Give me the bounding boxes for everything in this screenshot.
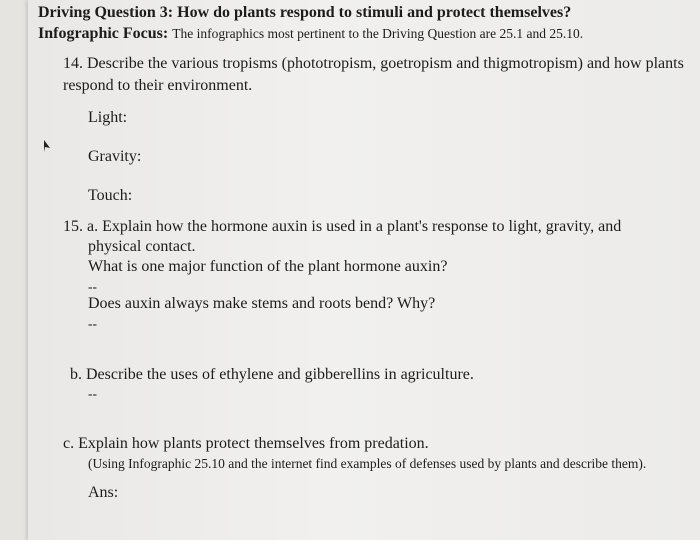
infographic-focus-text: The infographics most pertinent to the Driving Question are 25.1 and 25.10. xyxy=(172,26,584,41)
question-15a-line1: 15. a. Explain how the hormone auxin is used in a plant's response to light, gravity, and xyxy=(63,218,622,235)
question-15c: c. Explain how plants protect themselves from predation. xyxy=(63,435,429,452)
question-15b: b. Describe the uses of ethylene and gibberellins in agriculture. xyxy=(70,366,474,383)
page-left-edge xyxy=(0,0,28,540)
answer-placeholder-dash: -- xyxy=(88,316,97,331)
driving-question-heading: Driving Question 3: How do plants respond to stimuli and protect themselves? xyxy=(38,4,572,21)
question-15a-line2: physical contact. xyxy=(88,238,196,255)
light-label: Light: xyxy=(88,109,128,126)
question-15c-note: (Using Infographic 25.10 and the internet find examples of defenses used by plants and describe them). xyxy=(88,456,647,471)
touch-label: Touch: xyxy=(88,187,133,204)
question-14-line1: 14. Describe the various tropisms (phototropism, goetropism and thigmotropism) and how plants xyxy=(63,55,684,72)
infographic-focus-label: Infographic Focus: xyxy=(38,25,169,42)
answer-label: Ans: xyxy=(88,484,119,501)
gravity-label: Gravity: xyxy=(88,148,142,165)
infographic-focus xyxy=(38,25,583,43)
auxin-bend-question: Does auxin always make stems and roots bend? Why? xyxy=(88,295,436,312)
answer-placeholder-dash: -- xyxy=(88,386,97,401)
answer-placeholder-dash: -- xyxy=(88,279,97,294)
auxin-function-question: What is one major function of the plant hormone auxin? xyxy=(88,258,448,275)
question-14-line2: respond to their environment. xyxy=(63,77,253,94)
cursor-arrow-icon xyxy=(38,140,50,152)
